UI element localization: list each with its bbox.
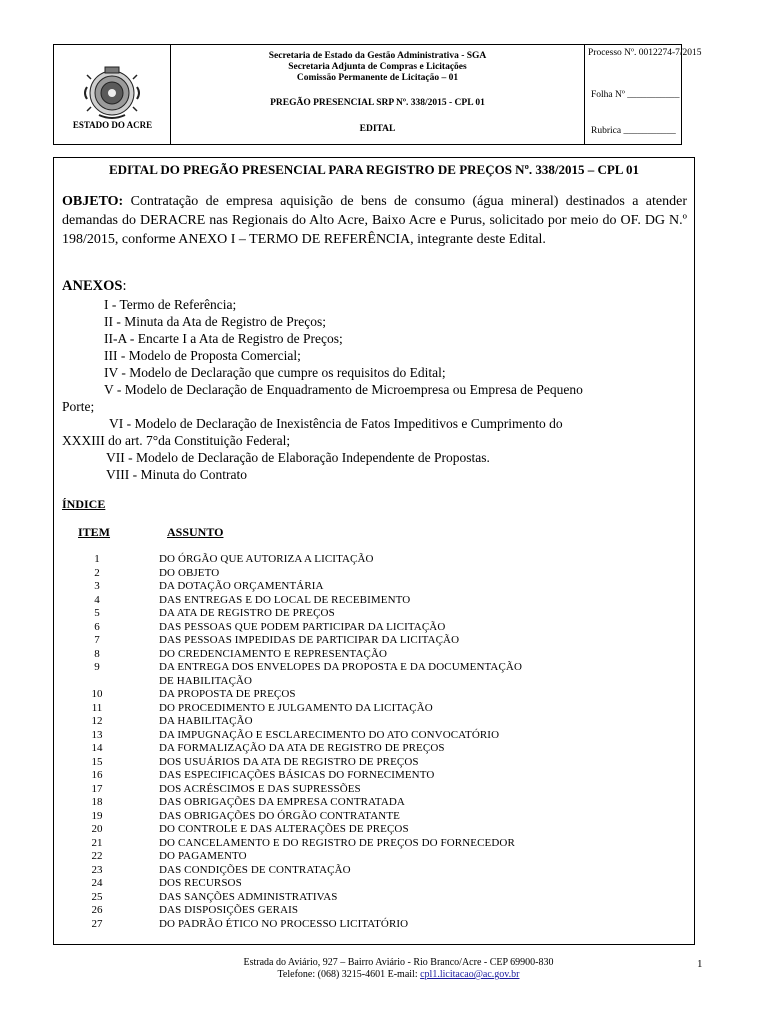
header-logo-cell [54, 45, 171, 144]
footer-contact: Telefone: (068) 3215-4601 E-mail: cpl1.licitacao@ac.gov.br [277, 969, 520, 980]
anexo-item: II - Minuta da Ata de Registro de Preços; [104, 314, 326, 329]
anexos-heading: ANEXOS: [62, 278, 127, 294]
header-pregao: PREGÃO PRESENCIAL SRP Nº. 338/2015 - CPL 01 [270, 98, 485, 108]
objeto-label: OBJETO: [62, 194, 124, 209]
indice-item-number: 5 [94, 607, 100, 619]
indice-item-subject: DA PROPOSTA DE PREÇOS [159, 688, 296, 700]
indice-item-number: 9 [94, 661, 100, 673]
anexo-item: II-A - Encarte I a Ata de Registro de Preços; [104, 331, 343, 346]
indice-item-subject: DOS ACRÉSCIMOS E DAS SUPRESSÕES [159, 782, 361, 795]
indice-item-subject: DAS SANÇÕES ADMINISTRATIVAS [159, 890, 338, 903]
acre-coat-of-arms-icon [81, 63, 143, 123]
indice-item-number: 20 [91, 823, 103, 835]
indice-item-subject: DA IMPUGNAÇÃO E ESCLARECIMENTO DO ATO CONVOCATÓRIO [159, 728, 500, 741]
indice-col-assunto: ASSUNTO [167, 525, 224, 539]
header-edital: EDITAL [359, 124, 396, 134]
header-process-cell [584, 45, 702, 144]
indice-item-subject: DA FORMALIZAÇÃO DA ATA DE REGISTRO DE PREÇOS [159, 742, 445, 754]
indice-item-subject: DA DOTAÇÃO ORÇAMENTÁRIA [159, 580, 324, 592]
anexo-item: I - Termo de Referência; [104, 297, 237, 312]
indice-item-number: 3 [94, 580, 100, 592]
footer-email-link[interactable]: cpl1.licitacao@ac.gov.br [420, 969, 520, 980]
page-footer [0, 957, 770, 981]
indice-item-subject: DAS PESSOAS IMPEDIDAS DE PARTICIPAR DA LICITAÇÃO [159, 634, 460, 646]
indice-item-subject: DO CREDENCIAMENTO E REPRESENTAÇÃO [159, 647, 388, 660]
indice-col-item: ITEM [78, 525, 111, 539]
indice-item-number: 19 [91, 809, 103, 822]
indice-item-subject: DA ENTREGA DOS ENVELOPES DA PROPOSTA E DA DOCUMENTAÇÃO [159, 661, 523, 673]
anexo-item: VI - Modelo de Declaração de Inexistência de Fatos Impeditivos e Cumprimento do [109, 416, 563, 431]
indice-item-subject: DE HABILITAÇÃO [159, 674, 253, 687]
indice-item-number: 25 [91, 890, 103, 903]
indice-item-subject: DA HABILITAÇÃO [159, 715, 253, 727]
indice-item-number: 8 [94, 647, 100, 660]
indice-item-number: 15 [91, 755, 103, 768]
indice-item-number: 26 [91, 904, 103, 916]
indice-item-subject: DO CONTROLE E DAS ALTERAÇÕES DE PREÇOS [159, 823, 409, 835]
anexo-item: IV - Modelo de Declaração que cumpre os requisitos do Edital; [104, 365, 446, 380]
indice-item-subject: DAS OBRIGAÇÕES DO ÓRGÃO CONTRATANTE [159, 809, 400, 822]
anexo-item-cont: Porte; [62, 399, 95, 414]
indice-item-number: 16 [91, 769, 103, 781]
anexo-item: V - Modelo de Declaração de Enquadramento de Microempresa ou Empresa de Pequeno [104, 382, 583, 397]
indice-item-subject: DO PROCEDIMENTO E JULGAMENTO DA LICITAÇÃO [159, 701, 433, 714]
indice-item-subject: DO OBJETO [159, 566, 220, 579]
indice-item-number: 14 [91, 742, 103, 754]
indice-item-subject: DAS DISPOSIÇÕES GERAIS [159, 904, 299, 916]
indice-item-number: 1 [94, 553, 100, 565]
indice-item-number: 18 [91, 796, 103, 808]
indice-item-subject: DO ÓRGÃO QUE AUTORIZA A LICITAÇÃO [159, 553, 374, 565]
indice-item-number: 6 [94, 620, 100, 633]
edital-body [53, 157, 695, 945]
indice-item-number: 22 [91, 850, 103, 862]
objeto-text: Contratação de empresa aquisição de bens de consumo (água mineral) destinados a atender demandas do DERACRE nas Regionais do Alto Acre, Baixo Acre e Purus, solicitado por meio do OF. DG N.º 198/2015, conforme ANEXO I – TERMO DE REFERÊNCIA, integrante deste Edital. [62, 194, 687, 247]
rubrica-field: Rubrica ___________ [591, 126, 676, 136]
header-line-sga: Secretaria de Estado da Gestão Administrativa - SGA [268, 51, 487, 61]
indice-item-number: 7 [94, 634, 100, 646]
indice-item-subject: DAS ENTREGAS E DO LOCAL DE RECEBIMENTO [159, 593, 411, 606]
indice-item-subject: DAS CONDIÇÕES DE CONTRATAÇÃO [159, 863, 351, 876]
indice-item-subject: DAS OBRIGAÇÕES DA EMPRESA CONTRATADA [159, 796, 405, 808]
page-number: 1 [697, 958, 703, 970]
indice-item-number: 4 [94, 593, 100, 606]
anexo-item: III - Modelo de Proposta Comercial; [104, 348, 301, 363]
indice-item-subject: DOS RECURSOS [159, 877, 242, 889]
header-line-comissao: Comissão Permanente de Licitação – 01 [296, 73, 459, 83]
indice-item-number: 23 [91, 863, 103, 876]
indice-item-number: 2 [94, 566, 100, 579]
indice-item-number: 13 [91, 728, 103, 741]
indice-item-subject: DO PAGAMENTO [159, 850, 247, 862]
edital-title: EDITAL DO PREGÃO PRESENCIAL PARA REGISTRO DE PREÇOS Nº. 338/2015 – CPL 01 [108, 162, 640, 177]
indice-item-number: 27 [91, 917, 103, 930]
indice-item-number: 10 [91, 688, 103, 700]
indice-item-subject: DAS PESSOAS QUE PODEM PARTICIPAR DA LICITAÇÃO [159, 620, 446, 633]
header-title-cell [171, 45, 584, 144]
processo-number: Processo Nº. 0012274-7/2015 [588, 48, 702, 58]
indice-item-subject: DO PADRÃO ÉTICO NO PROCESSO LICITATÓRIO [159, 917, 409, 930]
anexo-item-cont: XXXIII do art. 7°da Constituição Federal; [62, 433, 291, 448]
indice-item-number: 17 [91, 782, 103, 795]
objeto-paragraph [62, 192, 687, 249]
indice-item-subject: DA ATA DE REGISTRO DE PREÇOS [159, 607, 335, 619]
folha-field: Folha Nº ___________ [591, 90, 680, 100]
indice-item-number: 21 [91, 836, 103, 849]
anexo-item: VIII - Minuta do Contrato [106, 467, 247, 482]
footer-address: Estrada do Aviário, 927 – Bairro Aviário - Rio Branco/Acre - CEP 69900-830 [243, 957, 554, 968]
indice-item-subject: DAS ESPECIFICAÇÕES BÁSICAS DO FORNECIMENTO [159, 769, 435, 781]
document-header [53, 44, 702, 145]
indice-item-subject: DO CANCELAMENTO E DO REGISTRO DE PREÇOS DO FORNECEDOR [159, 836, 515, 849]
header-line-adjunta: Secretaria Adjunta de Compras e Licitações [288, 62, 467, 72]
anexo-item: VII - Modelo de Declaração de Elaboração Independente de Propostas. [106, 450, 490, 465]
indice-item-number: 11 [91, 701, 103, 714]
estado-label: ESTADO DO ACRE [72, 120, 153, 130]
indice-item-number: 12 [91, 715, 103, 727]
indice-title: ÍNDICE [62, 497, 106, 511]
indice-item-number: 24 [91, 877, 103, 889]
indice-item-subject: DOS USUÁRIOS DA ATA DE REGISTRO DE PREÇOS [159, 755, 419, 768]
